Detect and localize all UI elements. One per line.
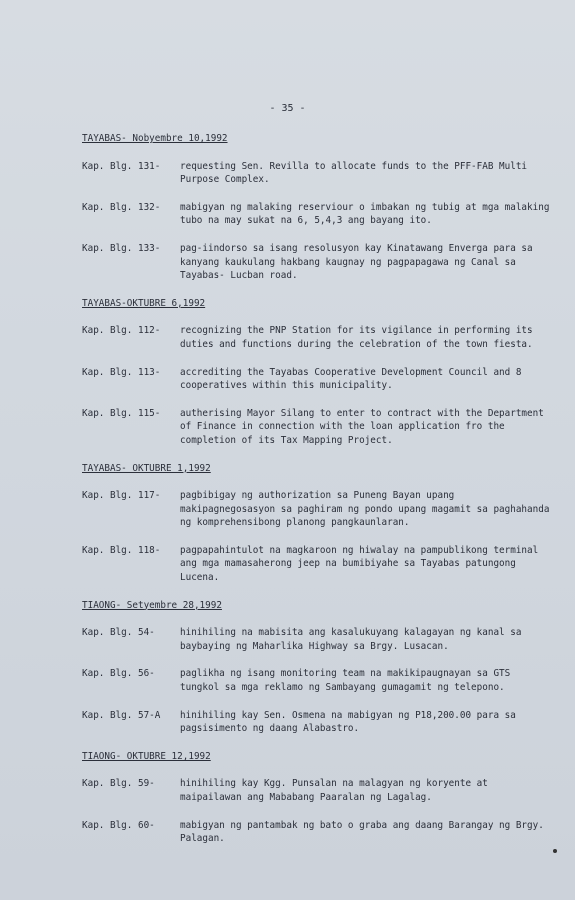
resolution-number: Kap. Blg. 54- (82, 627, 155, 639)
page-number: - 35 - (269, 103, 306, 114)
resolution-text: requesting Sen. Revilla to allocate funds to the PFF-FAB Multi Purpose Complex. (180, 160, 528, 186)
resolution-text: hinihiling kay Kgg. Punsalan na malagyan ng koryente at maipailawan ang Mababang Paaralan ng Lagalag. (180, 778, 488, 803)
document-section (82, 132, 552, 283)
resolution-number: Kap. Blg. 57-A (82, 709, 161, 721)
section-heading: TIAONG- Setyembre 28,1992 (82, 599, 222, 611)
resolution-entry (82, 201, 552, 228)
resolution-number: Kap. Blg. 56- (82, 668, 155, 680)
resolution-number: Kap. Blg. 132- (82, 201, 161, 213)
resolution-entry (82, 667, 552, 694)
resolution-number: Kap. Blg. 133- (82, 242, 161, 254)
section-heading: TIAONG- OKTUBRE 12,1992 (82, 750, 211, 762)
section-heading: TAYABAS- OKTUBRE 1,1992 (82, 462, 211, 474)
sections-list (82, 132, 552, 860)
resolution-text: autherising Mayor Silang to enter to contract with the Department of Finance in connection with the loan application fro the completion of its Tax Mapping Project. (180, 407, 544, 446)
document-section (82, 297, 552, 448)
resolution-text: hinihiling na mabisita ang kasalukuyang kalagayan ng kanal sa baybaying ng Maharlika Highway sa Brgy. Lusacan. (180, 627, 522, 652)
resolution-number: Kap. Blg. 60- (82, 819, 155, 831)
resolution-entry (82, 489, 552, 530)
resolution-text: mabigyan ng pantambak ng bato o graba ang daang Barangay ng Brgy. Palagan. (180, 819, 544, 845)
resolution-text: pagbibigay ng authorization sa Puneng Bayan upang makipagnegosasyon sa paghiram ng pondo upang magamit sa paghahanda ng komprehensibong planong pangkaunlaran. (180, 490, 550, 529)
resolution-number: Kap. Blg. 112- (82, 325, 161, 337)
resolution-number: Kap. Blg. 117- (82, 490, 161, 502)
resolution-entry (82, 324, 552, 351)
document-section (82, 599, 552, 736)
resolution-entry (82, 366, 552, 393)
resolution-entry (82, 407, 552, 448)
section-heading: TAYABAS-OKTUBRE 6,1992 (82, 297, 206, 309)
document-section (82, 750, 552, 846)
resolution-text: hinihiling kay Sen. Osmena na mabigyan ng P18,200.00 para sa pagsisimento ng daang Alabastro. (180, 709, 516, 735)
resolution-text: recognizing the PNP Station for its vigilance in performing its duties and functions during the celebration of the town fiesta. (180, 325, 533, 350)
ink-dot (553, 849, 557, 853)
resolution-entry (82, 777, 552, 804)
document-section (82, 462, 552, 585)
section-heading: TAYABAS- Nobyembre 10,1992 (82, 133, 228, 144)
resolution-entry (82, 160, 552, 187)
resolution-number: Kap. Blg. 115- (82, 407, 161, 419)
resolution-text: pag-iindorso sa isang resolusyon kay Kinatawang Enverga para sa kanyang kaukulang hakbang kaugnay ng pagpapagawa ng Canal sa Tayabas- Lucban road. (180, 242, 533, 282)
resolution-entry (82, 242, 552, 283)
resolution-entry (82, 544, 552, 585)
resolution-text: paglikha ng isang monitoring team na makikipaugnayan sa GTS tungkol sa mga reklamo ng Sambayang gumagamit ng telepono. (180, 668, 511, 694)
resolution-number: Kap. Blg. 59- (82, 778, 155, 790)
resolution-entry (82, 626, 552, 653)
resolution-entry (82, 819, 552, 846)
resolution-number: Kap. Blg. 113- (82, 366, 161, 378)
resolution-text: pagpapahintulot na magkaroon ng hiwalay na pampublikong terminal ang mga mamasaherong jeep na bumibiyahe sa Tayabas patungong Lucena. (180, 544, 539, 584)
resolution-text: mabigyan ng malaking reserviour o imbakan ng tubig at mga malaking tubo na may sukat na 6, 5,4,3 ang bayang ito. (180, 201, 550, 227)
resolution-number: Kap. Blg. 118- (82, 544, 161, 556)
resolution-number: Kap. Blg. 131- (82, 160, 161, 172)
resolution-entry (82, 709, 552, 736)
resolution-text: accrediting the Tayabas Cooperative Development Council and 8 cooperatives within this municipality. (180, 366, 522, 392)
